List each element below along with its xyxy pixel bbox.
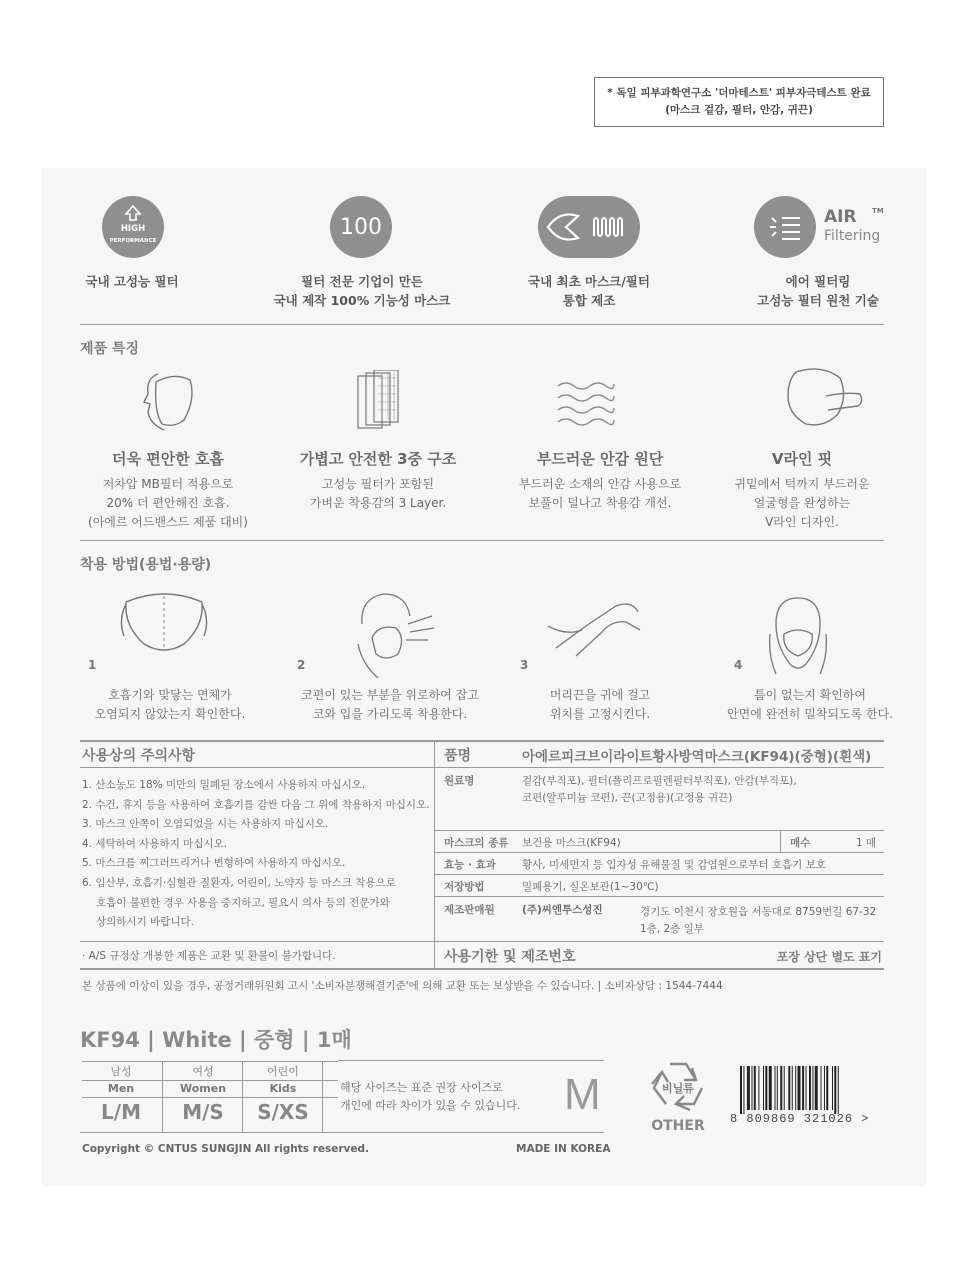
material-value-line-1: 겉감(부직포), 필터(폴리프로필렌필터부직포), 안감(부직포),	[522, 775, 797, 787]
feature-title-1: 더욱 편안한 호흡	[112, 450, 224, 468]
step-desc-2-line-2: 코와 입을 가리도록 착용한다.	[312, 707, 468, 721]
storage-label: 저장방법	[444, 881, 485, 893]
step-num-4: 4	[734, 658, 743, 672]
step-desc-4	[700, 686, 920, 724]
size-note	[340, 1079, 560, 1115]
size-value-men: L/M	[101, 1100, 141, 1124]
barcode-bar	[792, 1066, 793, 1110]
step-desc-3-line-2: 위치를 고정시킨다.	[549, 707, 651, 721]
barcode-bar	[821, 1066, 822, 1110]
barcode-bar	[806, 1066, 807, 1110]
badge-caption-1-line-1: 국내 고성능 필터	[85, 274, 179, 289]
recycle-label: 비닐류	[662, 1082, 694, 1095]
hand-mask-icon	[348, 588, 438, 682]
badge-caption-3-line-2: 통합 제조	[562, 293, 616, 308]
step-desc-1-line-1: 호흡기와 맞닿는 면체가	[108, 688, 232, 702]
feature-title-2: 가볍고 안전한 3중 구조	[299, 450, 457, 468]
barcode-bar	[743, 1066, 744, 1114]
maker-address-line-2: 1층, 2층 일부	[640, 923, 704, 935]
size-col-divider-1	[162, 1062, 163, 1132]
step-desc-4-line-2: 안면에 완전히 밀착되도록 한다.	[727, 707, 893, 721]
feature-desc-2-line-1: 고성능 필터가 포함된	[322, 477, 434, 491]
product-name-value: 아에르피크브이라이트황사방역마스크(KF94)(중형)(흰색)	[522, 749, 872, 765]
material-value	[522, 773, 882, 807]
usage-title: 착용 방법(용법·용량)	[80, 557, 212, 573]
barcode-bar	[758, 1066, 759, 1110]
type-label: 마스크의 종류	[444, 837, 509, 849]
made-in: MADE IN KOREA	[516, 1143, 611, 1155]
badge-caption-3-line-1: 국내 최초 마스크/필터	[528, 274, 650, 289]
waves-icon	[556, 380, 616, 428]
layers-icon	[356, 370, 402, 434]
barcode-bar	[777, 1066, 778, 1110]
mask-check-icon	[118, 592, 210, 656]
maker-label: 제조판매원	[444, 904, 495, 916]
step-desc-2-line-1: 코편이 있는 부분을 위로하여 잡고	[301, 688, 479, 702]
hundred-percent-icon	[330, 196, 392, 258]
badge-high-performance	[102, 196, 164, 258]
material-label: 원료명	[444, 775, 475, 787]
air-text: AIR	[824, 207, 857, 227]
barcode-bar	[798, 1066, 801, 1110]
caution-item-6: 6. 임산부, 호흡기·심혈관 질환자, 어린이, 노약자 등 마스크 착용으로	[82, 876, 396, 889]
effect-rule	[434, 874, 884, 875]
badge-caption-4	[738, 272, 898, 310]
table-bottom-rule	[80, 968, 884, 970]
size-value-kids: S/XS	[257, 1100, 309, 1124]
size-table-row-rule	[82, 1097, 338, 1098]
effect-value: 황사, 미세먼지 등 입자성 유해물질 및 감염원으로부터 호흡기 보호	[522, 859, 826, 871]
caution-item-8: 상의하시기 바랍니다.	[96, 916, 194, 929]
feature-desc-3-line-2: 보풀이 덜나고 착용감 개선.	[528, 496, 672, 510]
caution-item-4: 4. 세탁하여 사용하지 마십시오.	[82, 837, 228, 850]
barcode-bar	[812, 1066, 813, 1110]
step-desc-3	[500, 686, 700, 724]
feature-desc-1-line-2: 20% 더 편안해진 호흡.	[106, 496, 230, 510]
air-tm-text: TM	[872, 207, 884, 215]
caution-item-7: 호흡이 불편한 경우 사용을 중지하고, 필요시 의사 등의 전문가와	[96, 896, 390, 909]
type-count-divider	[780, 831, 781, 852]
copyright: Copyright © CNTUS SUNGJIN All rights reserved.	[82, 1143, 370, 1155]
step-desc-3-line-1: 머리끈을 귀에 걸고	[549, 688, 651, 702]
v-line-mask-icon	[782, 366, 866, 436]
step-num-3: 3	[520, 658, 529, 672]
storage-rule	[434, 896, 884, 897]
step-desc-1-line-2: 오염되지 않았는지 확인한다.	[94, 707, 246, 721]
barcode-bar	[834, 1066, 836, 1114]
feature-desc-1-line-1: 저차압 MB필터 적용으로	[102, 477, 234, 491]
feature-desc-1-line-3: (아에르 어드밴스드 제품 대비)	[88, 515, 248, 529]
type-value: 보건용 마스크(KF94)	[522, 837, 621, 849]
barcode-bar	[765, 1066, 767, 1110]
barcode-bar	[752, 1066, 753, 1110]
table-top-rule	[80, 740, 884, 742]
divider-2	[80, 540, 884, 541]
badge-caption-4-line-1: 에어 필터링	[785, 274, 851, 289]
badge-caption-2-line-2: 국내 제작 100% 기능성 마스크	[273, 293, 451, 308]
caution-list	[82, 776, 432, 933]
barcode-bar	[754, 1066, 756, 1110]
barcode-bar	[826, 1066, 828, 1110]
storage-value: 밀폐용기, 실온보관(1~30℃)	[522, 881, 659, 893]
consumer-note: 본 상품에 이상이 있을 경우, 공정거래위원회 고시 '소비자분쟁해결기준'에 의해 교환 또는 보상받을 수 있습니다. | 소비자상담 : 1544-7444	[82, 980, 723, 992]
spec-line: KF94 | White | 중형 | 1매	[80, 1028, 352, 1052]
badge-caption-3	[514, 272, 664, 310]
caution-bottom-rule	[80, 941, 434, 942]
badge-performance-text: PERFORMANCE	[109, 238, 157, 244]
size-col-divider-2	[242, 1062, 243, 1132]
barcode-bar	[747, 1066, 750, 1110]
badge-high-text: HIGH	[120, 224, 146, 234]
high-performance-icon	[102, 196, 164, 258]
maker-name: (주)씨엔투스성진	[522, 904, 603, 916]
size-header-men-en: Men	[107, 1082, 135, 1095]
step-desc-2	[280, 686, 500, 724]
badge-caption-1	[62, 272, 202, 291]
step-num-1: 1	[88, 658, 97, 672]
barcode-bar	[740, 1066, 742, 1114]
badge-100-text: 100	[340, 214, 382, 240]
maker-rule	[434, 941, 884, 942]
size-table-top-rule	[82, 1061, 338, 1062]
product-name-label: 품명	[444, 748, 472, 764]
feature-title-4: V라인 핏	[771, 450, 833, 468]
barcode-bar	[795, 1066, 796, 1110]
type-rule	[434, 852, 884, 853]
mask-face-icon	[138, 368, 198, 438]
features-title: 제품 특징	[80, 341, 139, 357]
air-filtering-icon	[754, 196, 816, 258]
product-name-rule	[434, 767, 884, 768]
feature-desc-4-line-2: 얼굴형을 완성하는	[753, 496, 851, 510]
badge-caption-2-line-1: 필터 전문 기업이 만든	[301, 274, 423, 289]
feature-desc-3	[490, 475, 710, 513]
size-table-mid-rule	[82, 1080, 338, 1081]
barcode-bar	[824, 1066, 825, 1110]
feature-desc-4	[712, 475, 892, 532]
badge-caption-2	[262, 272, 462, 310]
expiry-value: 포장 상단 별도 표기	[776, 950, 882, 964]
size-header-women-kr: 여성	[192, 1065, 214, 1078]
feature-desc-4-line-1: 귀밑에서 턱까지 부드러운	[734, 477, 870, 491]
divider-1	[80, 324, 884, 325]
feature-desc-2	[278, 475, 478, 513]
size-header-women-en: Women	[179, 1082, 227, 1095]
feature-desc-4-line-3: V라인 디자인.	[765, 515, 839, 529]
barcode-bar	[788, 1066, 790, 1110]
barcode-bar	[815, 1066, 818, 1110]
barcode-bar	[784, 1066, 785, 1110]
table-divider-vertical	[434, 741, 435, 969]
badge-caption-4-line-2: 고성능 필터 원천 기술	[757, 293, 879, 308]
recycle-sub: OTHER	[651, 1118, 705, 1134]
caution-item-5: 5. 마스크를 찌그러뜨리거나 변형하여 사용하지 마십시오.	[82, 857, 346, 870]
filtering-text: Filtering	[824, 228, 881, 244]
step-desc-1	[70, 686, 270, 724]
maker-address-line-1: 경기도 이천시 장호원읍 서동대로 8759번길 67-32	[640, 906, 877, 918]
barcode-bar	[763, 1066, 764, 1110]
step-desc-4-line-1: 틈이 없는지 확인하여	[754, 688, 866, 702]
material-rule	[434, 830, 884, 831]
size-note-line-2: 개인에 따라 차이가 있을 수 있습니다.	[340, 1099, 521, 1112]
size-value-women: M/S	[182, 1100, 224, 1124]
step-num-2: 2	[297, 658, 306, 672]
barcode-bar	[769, 1066, 772, 1110]
barcode-bar	[832, 1066, 833, 1110]
as-note: · A/S 규정상 개봉한 제품은 교환 및 환불이 불가합니다.	[82, 950, 336, 962]
barcode-icon	[738, 1066, 878, 1114]
barcode-bar	[780, 1066, 782, 1110]
maker-address	[640, 904, 884, 938]
dermatest-notice	[594, 77, 884, 127]
feature-title-3: 부드러운 안감 원단	[536, 450, 664, 468]
size-note-line-1: 해당 사이즈는 표준 권장 사이즈로	[340, 1081, 503, 1094]
barcode-bar	[802, 1066, 804, 1110]
size-header-men-kr: 남성	[110, 1065, 132, 1078]
caution-title: 사용상의 주의사항	[82, 748, 196, 764]
notice-line-2: (마스크 겉감, 필터, 안감, 귀끈)	[665, 104, 813, 116]
caution-item-2: 2. 수건, 휴지 등을 사용하여 호흡기를 감싼 다음 그 위에 착용하지 마십시오.	[82, 798, 430, 811]
caution-title-rule	[80, 767, 434, 768]
barcode-bar	[775, 1066, 776, 1110]
size-header-kids-en: Kids	[269, 1082, 297, 1095]
material-value-line-2: 코편(알루미늄 코편), 끈(고정용)(고정용 귀끈)	[522, 792, 733, 804]
barcode-bar	[838, 1066, 839, 1114]
feature-desc-1	[68, 475, 268, 532]
size-letter: M	[564, 1070, 601, 1119]
count-value: 1 매	[856, 837, 877, 849]
size-col-divider-3	[322, 1062, 323, 1132]
caution-item-1: 1. 산소농도 18% 미만의 밀폐된 장소에서 사용하지 마십시오.	[82, 779, 366, 791]
caution-item-3: 3. 마스크 안쪽이 오염되었을 시는 사용하지 마십시오.	[82, 818, 329, 831]
count-label: 매수	[790, 837, 811, 849]
feature-desc-2-line-2: 가벼운 착용감의 3 Layer.	[309, 496, 447, 510]
feature-desc-3-line-1: 부드러운 소재의 안감 사용으로	[518, 477, 682, 491]
barcode-number: 8 809869 321026 >	[730, 1112, 870, 1126]
mask-filter-icon	[538, 196, 640, 258]
barcode-bar	[809, 1066, 811, 1110]
fit-check-icon	[766, 594, 830, 680]
notice-line-1: * 독일 피부과학연구소 '더마테스트' 피부자극테스트 완료	[607, 87, 871, 99]
expiry-label: 사용기한 및 제조번호	[444, 949, 576, 965]
size-note-top-rule	[338, 1060, 604, 1061]
badge-100	[330, 196, 392, 258]
effect-label: 효능 · 효과	[444, 859, 496, 871]
ear-strap-icon	[546, 596, 646, 660]
footer-rule	[80, 1132, 604, 1133]
size-header-kids-kr: 어린이	[267, 1065, 299, 1078]
